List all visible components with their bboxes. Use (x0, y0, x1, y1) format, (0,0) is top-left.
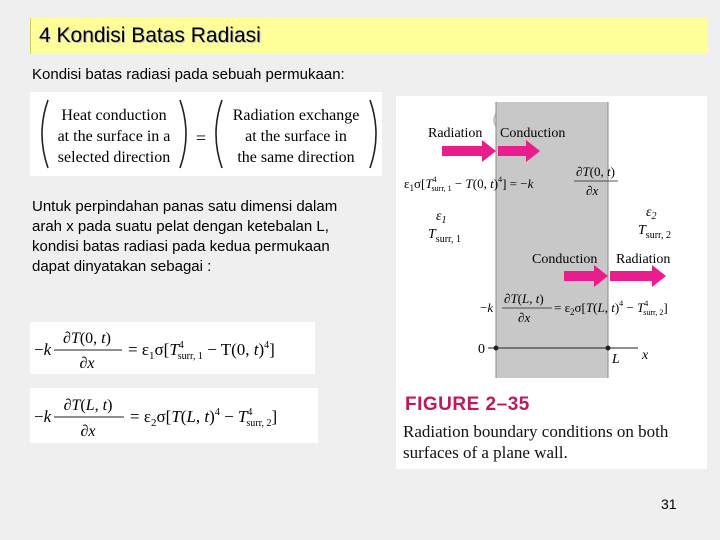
plane-wall (496, 102, 608, 378)
svg-text:= ε2σ[T(L, t)4 − T4surr, 2]: = $\varepsilon_2\sigma[T(L$, $t)^4 - T^4$ surr, 2] (130, 407, 278, 429)
svg-text:∂T(L, t): ∂T(L, t) (63, 397, 113, 414)
figure-bc-right-rhs: = $\varepsilon_2\sigma[T(L$, $t)^4 - T^4$ surr, 2] (554, 299, 668, 317)
svg-text:∂x: ∂x (80, 423, 96, 440)
figure-bc-right-numer: ∂T(L, t) (504, 291, 544, 306)
title-bar (30, 18, 708, 54)
svg-text:∂T(0, t): ∂T(0, t) (63, 330, 111, 347)
equation-left-boundary (30, 322, 315, 374)
L-label: L (612, 352, 620, 367)
word-equation-panel (30, 92, 382, 176)
radiation-arrow-left (442, 140, 496, 162)
word-eq-left-2: at the surface in a (57, 128, 171, 145)
svg-text:= ε1σ[T4surr, 1 − T(0, t)4]: = $\varepsilon_1\sigma[T^4$ surr, 1 − T(0, t)$^4$] (128, 340, 275, 362)
eps1-label: $\varepsilon_1$ (436, 209, 447, 226)
tsurr1-label: $T_{surr, 1}$ (428, 227, 461, 245)
svg-text:∂x: ∂x (79, 355, 95, 372)
tsurr2-label: $T_{surr, 2}$ (638, 223, 671, 241)
label-conduction-left: Conduction (500, 126, 566, 141)
origin-label: 0 (478, 342, 485, 357)
word-eq-right-2: at the surface in (245, 128, 347, 145)
svg-text:−k: −k (34, 340, 52, 359)
eps2-label: $\varepsilon_2$ (646, 205, 657, 222)
equation-right-svg (30, 388, 318, 443)
radiation-arrow-right (610, 265, 666, 287)
x-label: x (642, 348, 649, 363)
figure-bc-right-k: −k (480, 300, 494, 315)
figure-bc-right-denom: ∂x (518, 310, 531, 325)
word-eq-left-3: selected direction (57, 149, 171, 166)
figure-caption-text: Radiation boundary conditions on both surfaces of a plane wall. (403, 422, 669, 462)
word-eq-right-3: the same direction (237, 149, 355, 166)
word-eq-operator: = (195, 128, 207, 148)
label-radiation-left: Radiation (428, 126, 483, 141)
word-eq-right-1: Radiation exchange (232, 107, 360, 124)
slide-title: 4 Kondisi Batas Radiasi (39, 24, 261, 47)
figure-bc-left: $\varepsilon_1\sigma[T^4$ surr, 1 − T(0, t)$^4$] = −k (404, 175, 534, 193)
equation-right-boundary (30, 388, 318, 443)
slide-subtitle: Kondisi batas radiasi pada sebuah permukaan: (32, 66, 345, 83)
figure-caption-label: FIGURE 2–35 (405, 394, 530, 415)
equation-left-svg (30, 322, 315, 374)
label-conduction-right: Conduction (532, 252, 598, 267)
figure-diagram (396, 96, 707, 386)
word-eq-left-1: Heat conduction (61, 107, 167, 124)
word-equation (30, 92, 382, 176)
page-number: 31 (661, 496, 677, 512)
figure-bc-left-denom: ∂x (586, 183, 599, 198)
svg-text:−k: −k (34, 407, 52, 426)
label-radiation-right: Radiation (616, 252, 671, 267)
figure-bc-left-numer: ∂T(0, t) (576, 164, 615, 179)
body-text: Untuk perpindahan panas satu dimensi dalam arah x pada suatu pelat dengan ketebalan L, kondisi batas radiasi pada kedua permukaan dapat dinyatakan sebagai : (32, 198, 338, 275)
